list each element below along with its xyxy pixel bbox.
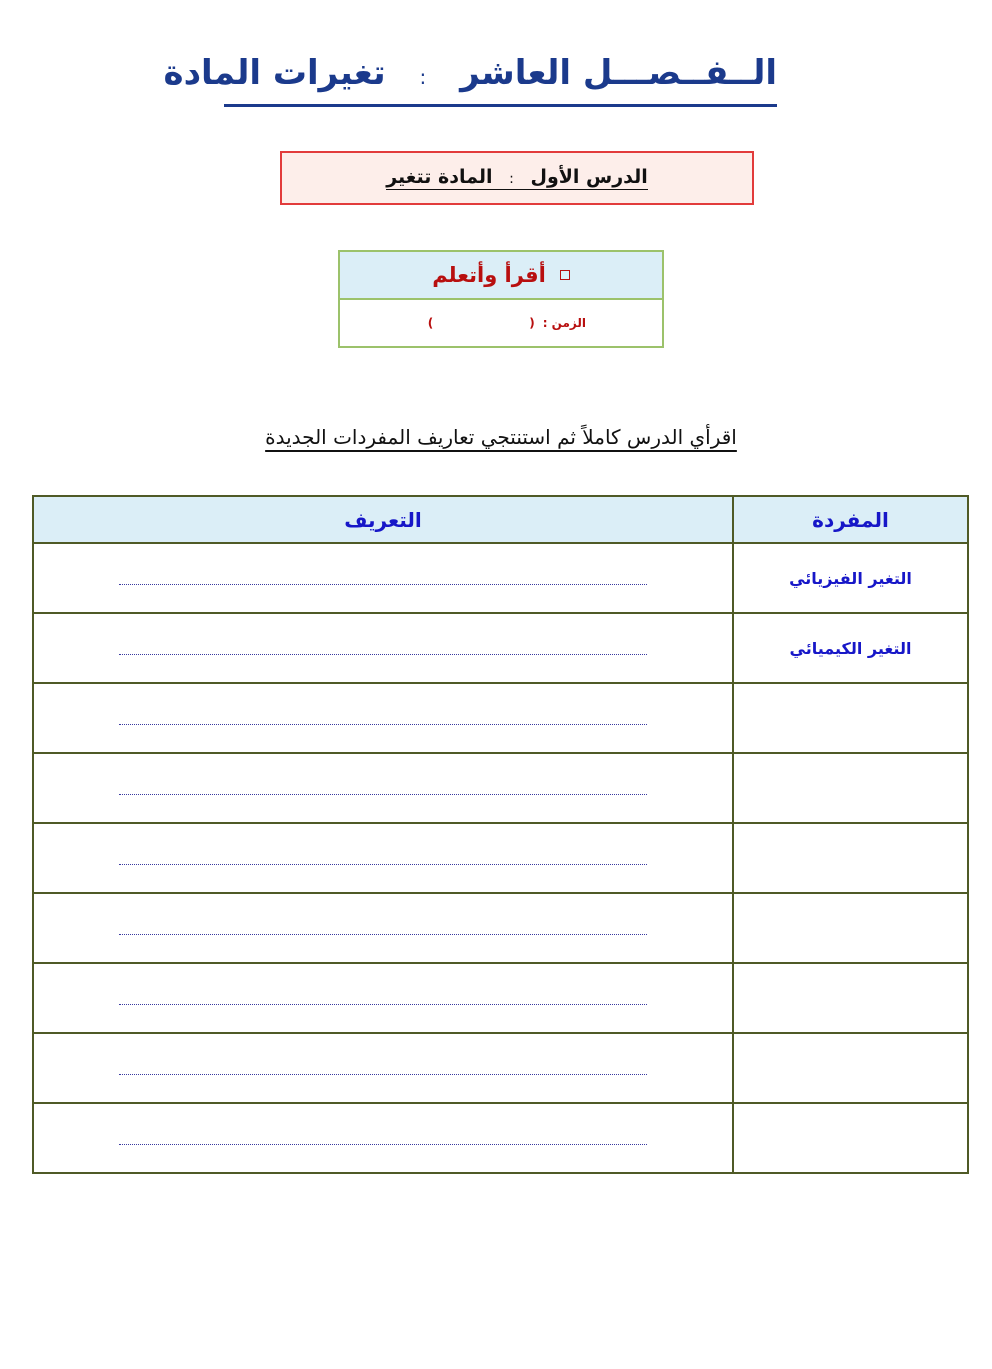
table-row: [33, 823, 968, 893]
term-cell[interactable]: [733, 1103, 968, 1173]
term-cell[interactable]: [733, 963, 968, 1033]
table-row: [33, 1103, 968, 1173]
chapter-topic: تغيرات المادة: [163, 53, 386, 93]
definition-cell[interactable]: [33, 893, 733, 963]
chapter-title: [163, 46, 777, 104]
dotted-answer-line: [119, 724, 647, 725]
time-close-paren: ): [427, 316, 434, 330]
definition-cell[interactable]: [33, 683, 733, 753]
definition-cell[interactable]: [33, 963, 733, 1033]
definition-cell[interactable]: [33, 543, 733, 613]
read-and-learn-header: [340, 252, 662, 300]
read-and-learn-title: أقرأ وأتعلم: [432, 263, 546, 287]
vocabulary-table: [32, 495, 969, 1174]
definition-column-header: التعريف: [33, 496, 733, 543]
definition-cell[interactable]: [33, 1033, 733, 1103]
table-row: [33, 893, 968, 963]
definition-cell[interactable]: [33, 613, 733, 683]
dotted-answer-line: [119, 794, 647, 795]
dotted-answer-line: [119, 1144, 647, 1145]
table-row: [33, 683, 968, 753]
instruction-text: اقرأي الدرس كاملاً ثم استنتجي تعاريف المفردات الجديدة: [265, 425, 737, 449]
definition-cell[interactable]: [33, 823, 733, 893]
term-column-header: المفردة: [733, 496, 968, 543]
lesson-name: المادة تتغير: [386, 166, 493, 188]
dotted-answer-line: [119, 584, 647, 585]
lesson-separator: :: [509, 171, 514, 187]
time-row: [340, 300, 662, 346]
table-header-row: [33, 496, 968, 543]
term-cell: التغير الكيميائي: [733, 613, 968, 683]
lesson-box: [280, 151, 754, 205]
table-row: [33, 543, 968, 613]
term-cell[interactable]: [733, 893, 968, 963]
table-row: [33, 1033, 968, 1103]
table-row: [33, 963, 968, 1033]
chapter-title-block: [163, 46, 777, 107]
dotted-answer-line: [119, 934, 647, 935]
lesson-heading: [386, 166, 648, 190]
checkbox-icon[interactable]: [560, 270, 570, 280]
term-cell[interactable]: [733, 683, 968, 753]
term-cell[interactable]: [733, 823, 968, 893]
term-cell: التغير الفيزيائي: [733, 543, 968, 613]
definition-cell[interactable]: [33, 753, 733, 823]
dotted-answer-line: [119, 1074, 647, 1075]
time-label: الزمن :: [542, 316, 586, 330]
dotted-answer-line: [119, 1004, 647, 1005]
term-cell[interactable]: [733, 753, 968, 823]
table-row: [33, 613, 968, 683]
chapter-label: الــفــصـــل العاشر: [460, 53, 777, 93]
dotted-answer-line: [119, 864, 647, 865]
lesson-label: الدرس الأول: [530, 166, 648, 188]
term-cell[interactable]: [733, 1033, 968, 1103]
table-row: [33, 753, 968, 823]
time-open-paren: (: [529, 316, 535, 330]
title-separator: :: [419, 65, 427, 89]
definition-cell[interactable]: [33, 1103, 733, 1173]
dotted-answer-line: [119, 654, 647, 655]
read-and-learn-box: [338, 250, 664, 348]
